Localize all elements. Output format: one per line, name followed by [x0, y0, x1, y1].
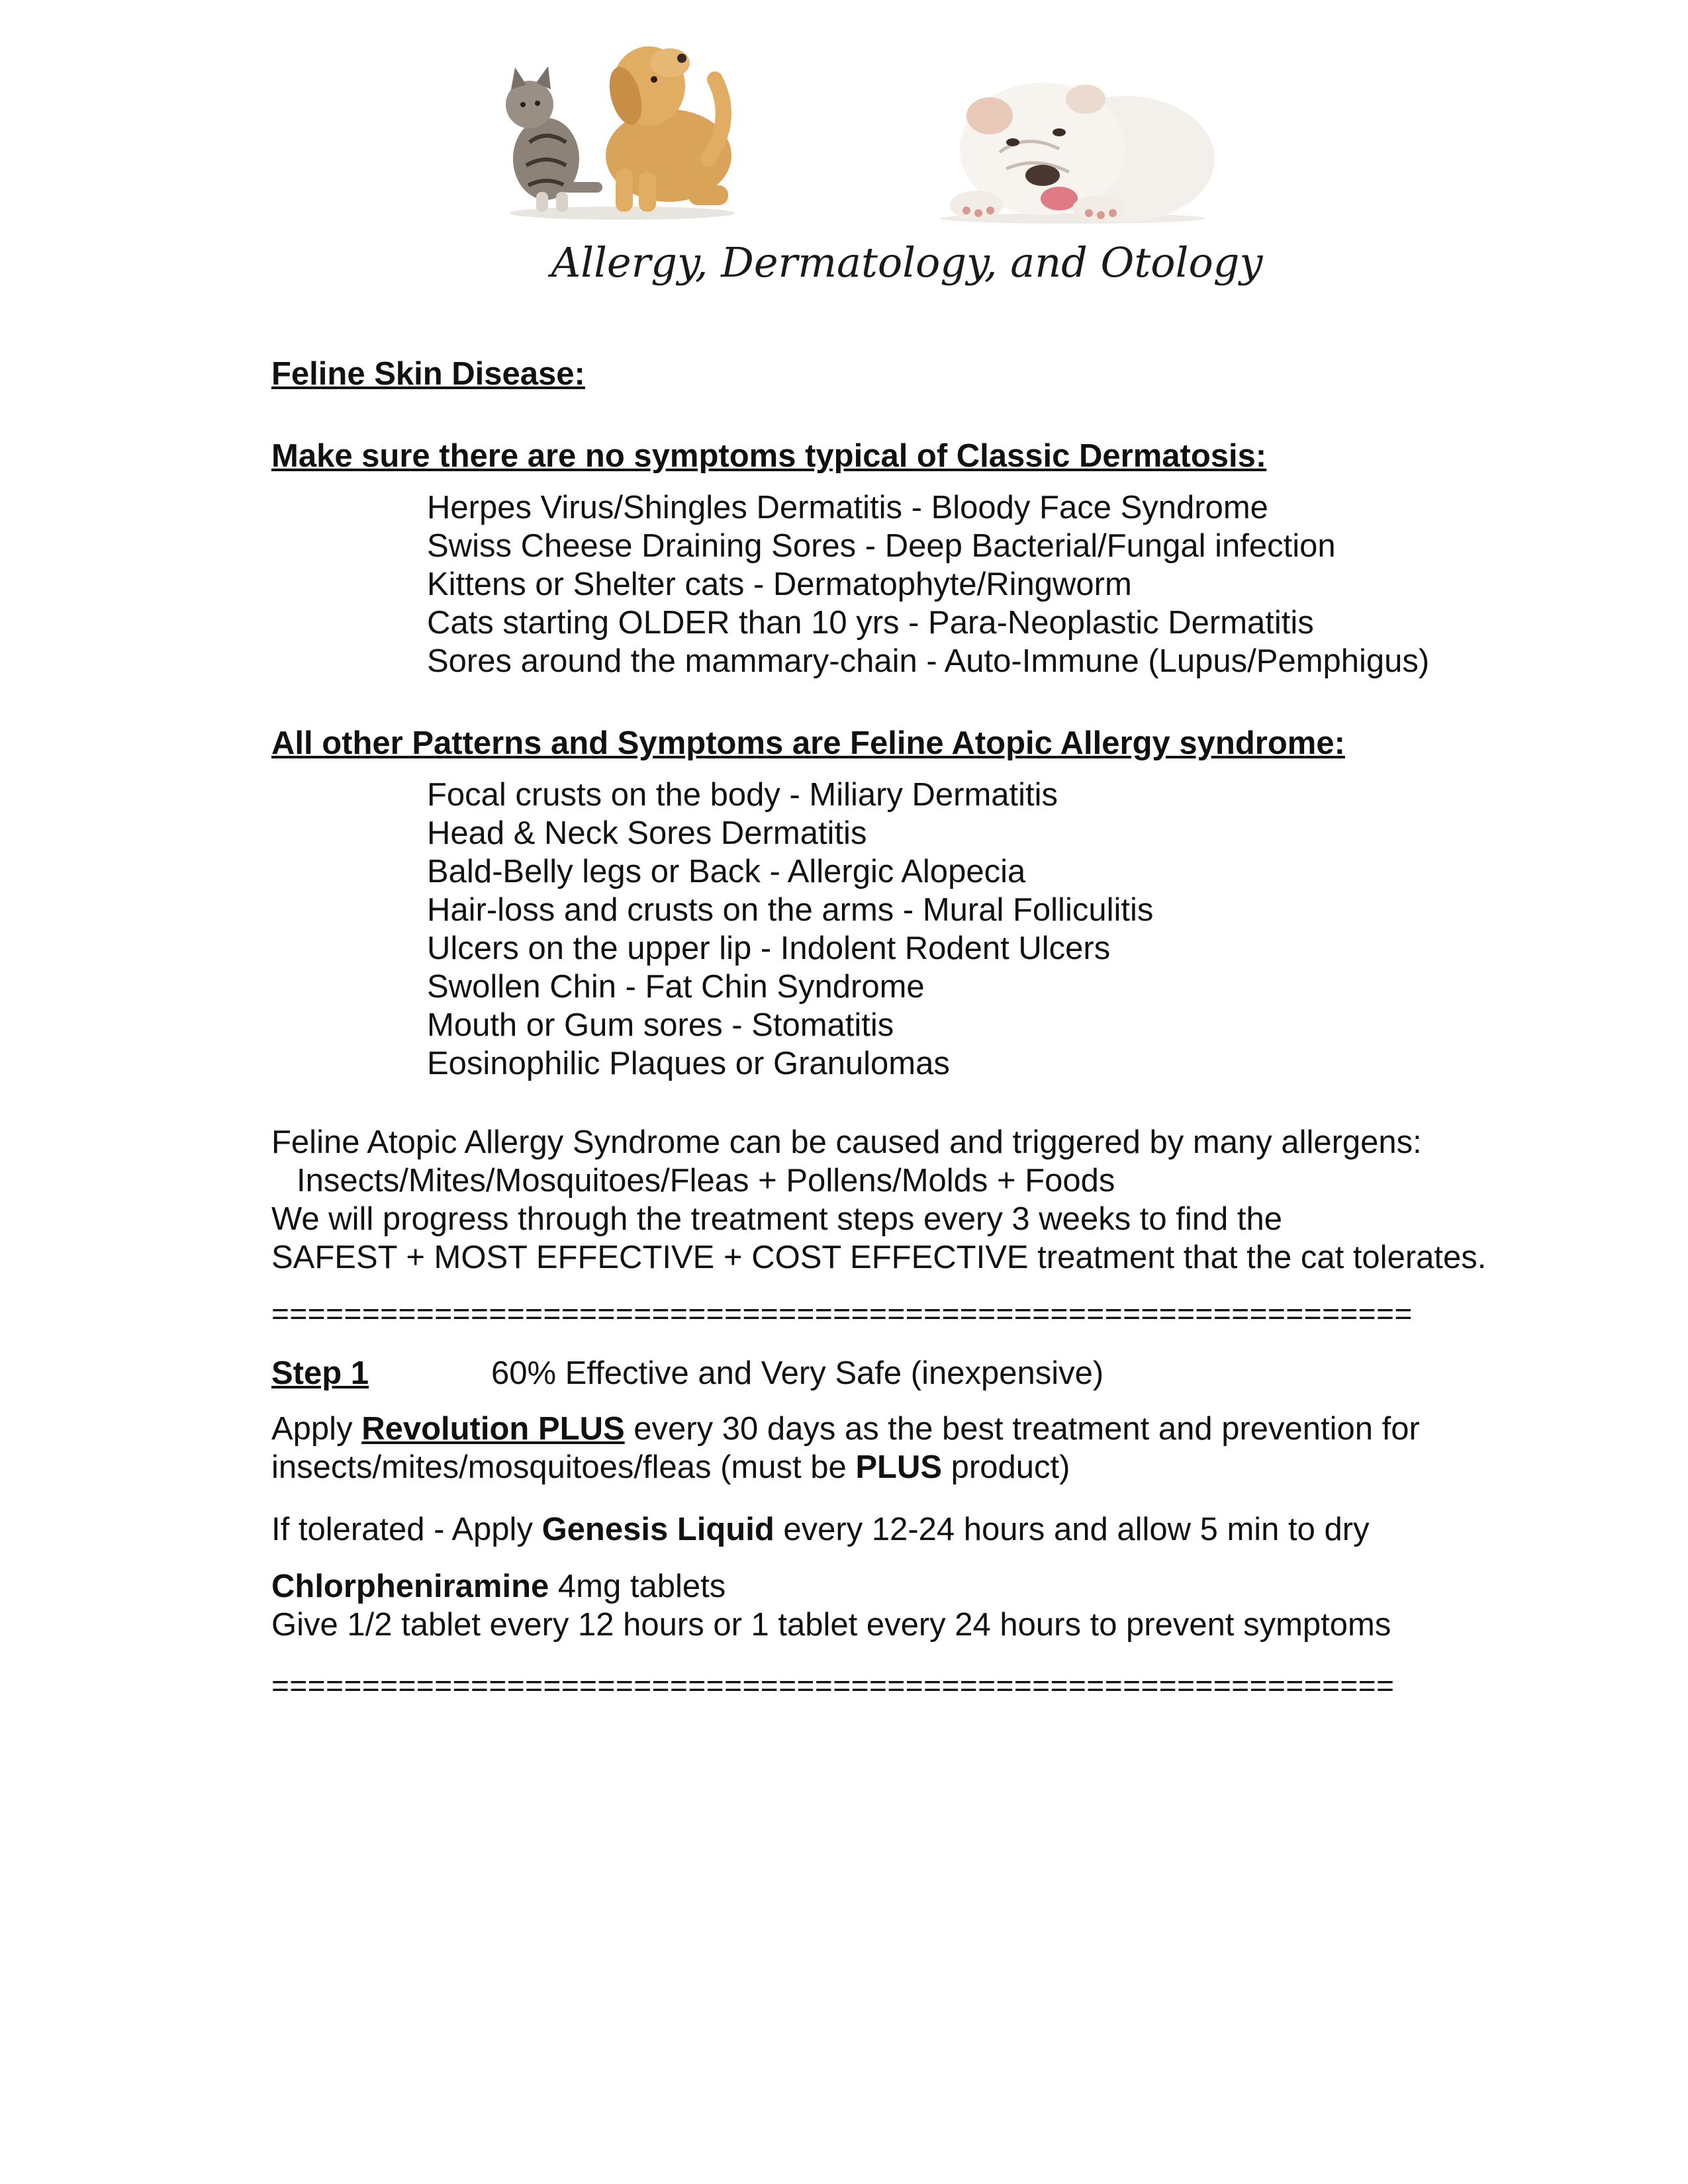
- list-item: Bald-Belly legs or Back - Allergic Alopecia: [427, 854, 1026, 889]
- intro-line: Insects/Mites/Mosquitoes/Fleas + Pollens/Molds + Foods: [297, 1163, 1115, 1199]
- section-heading-classic-dermatosis: Make sure there are no symptoms typical of Classic Dermatosis:: [271, 438, 1267, 474]
- divider: ==============================================================: [271, 1668, 1395, 1703]
- page-title: Allergy, Dermatology, and Otology: [551, 238, 1263, 287]
- atopic-allergy-list: [427, 776, 1153, 1083]
- text: insects/mites/mosquitoes/fleas (must be: [271, 1449, 856, 1485]
- list-item: Ulcers on the upper lip - Indolent Rodent Ulcers: [427, 931, 1111, 966]
- list-item: Eosinophilic Plaques or Granulomas: [427, 1046, 950, 1081]
- list-item: Sores around the mammary-chain - Auto-Immune (Lupus/Pemphigus): [427, 643, 1430, 679]
- list-item: Mouth or Gum sores - Stomatitis: [427, 1007, 894, 1043]
- list-item: Herpes Virus/Shingles Dermatitis - Bloody Face Syndrome: [427, 490, 1268, 525]
- section-heading-atopic-allergy: All other Patterns and Symptoms are Feline Atopic Allergy syndrome:: [271, 725, 1345, 761]
- list-item: Hair-loss and crusts on the arms - Mural Folliculitis: [427, 892, 1154, 928]
- intro-line: SAFEST + MOST EFFECTIVE + COST EFFECTIVE treatment that the cat tolerates.: [271, 1240, 1487, 1275]
- list-item: Cats starting OLDER than 10 yrs - Para-Neoplastic Dermatitis: [427, 605, 1314, 641]
- list-item: Kittens or Shelter cats - Dermatophyte/Ringworm: [427, 567, 1132, 602]
- text: Apply: [271, 1411, 362, 1447]
- intro-line: We will progress through the treatment steps every 3 weeks to find the: [271, 1201, 1283, 1237]
- section-heading-feline-skin-disease: Feline Skin Disease:: [271, 356, 585, 392]
- intro-line: Feline Atopic Allergy Syndrome can be caused and triggered by many allergens:: [271, 1124, 1422, 1160]
- bulldog-licking-paw-photo: [927, 60, 1218, 225]
- text: every 12-24 hours and allow 5 min to dry: [774, 1512, 1370, 1547]
- genesis-liquid-product: Genesis Liquid: [541, 1512, 774, 1547]
- classic-dermatosis-list: [427, 488, 1429, 680]
- text: product): [942, 1449, 1070, 1485]
- allergen-intro-paragraph: [271, 1123, 1486, 1277]
- step1-genesis-paragraph: [271, 1510, 1370, 1549]
- divider: ===============================================================: [271, 1297, 1413, 1331]
- step1-summary: 60% Effective and Very Safe (inexpensive): [491, 1355, 1104, 1391]
- dosage-line: Give 1/2 tablet every 12 hours or 1 tablet every 24 hours to prevent symptoms: [271, 1607, 1391, 1643]
- list-item: Swiss Cheese Draining Sores - Deep Bacterial/Fungal infection: [427, 528, 1336, 564]
- chlorpheniramine-product: Chlorpheniramine: [271, 1569, 549, 1604]
- step1-label: Step 1: [271, 1355, 369, 1391]
- text: every 30 days as the best treatment and prevention for: [624, 1411, 1420, 1447]
- list-item: Focal crusts on the body - Miliary Dermatitis: [427, 777, 1058, 813]
- step1-chlorpheniramine-paragraph: [271, 1567, 1391, 1644]
- text: 4mg tablets: [549, 1569, 726, 1604]
- cat-illustration: [506, 66, 602, 212]
- cat-and-puppy-scratching-photo: [490, 26, 755, 225]
- plus-emphasis: PLUS: [855, 1449, 943, 1485]
- list-item: Swollen Chin - Fat Chin Syndrome: [427, 969, 925, 1005]
- list-item: Head & Neck Sores Dermatitis: [427, 815, 867, 851]
- text: If tolerated - Apply: [271, 1512, 542, 1547]
- step1-header: [271, 1354, 1104, 1392]
- puppy-illustration: [604, 46, 731, 212]
- revolution-plus-product: Revolution PLUS: [361, 1411, 625, 1447]
- step1-revolution-paragraph: [271, 1410, 1420, 1486]
